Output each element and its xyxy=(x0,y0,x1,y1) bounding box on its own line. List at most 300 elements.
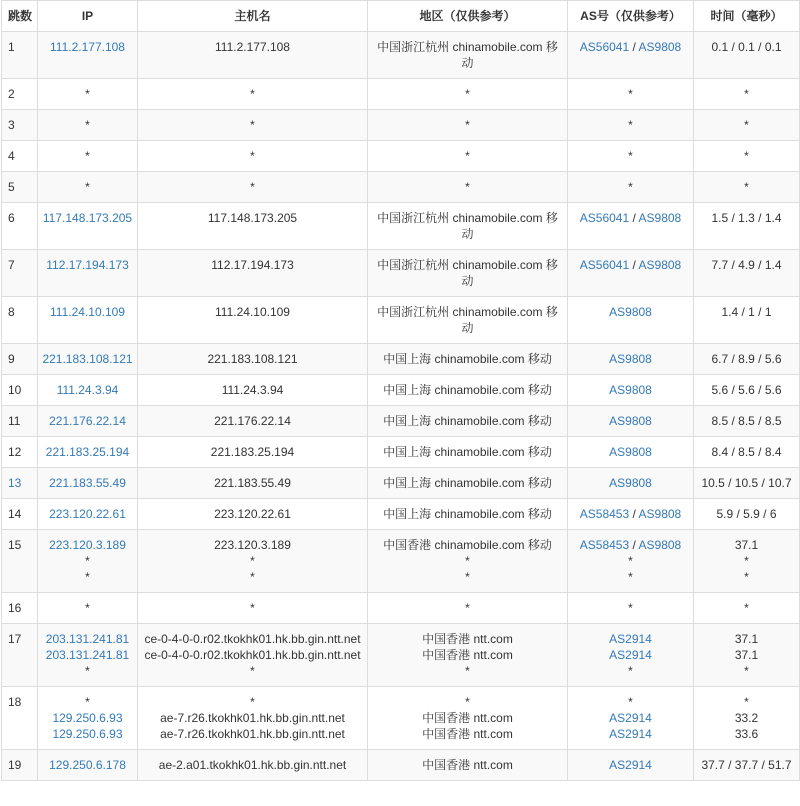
region-value: 中国上海 chinamobile.com 移动 xyxy=(383,476,552,490)
region-value: 中国浙江杭州 chinamobile.com 移动 xyxy=(377,40,558,70)
as-line xyxy=(572,663,689,679)
as-link[interactable]: AS2914 xyxy=(609,711,652,725)
hop-cell: 16 xyxy=(2,593,38,624)
ip-link[interactable]: 111.24.10.109 xyxy=(50,305,125,319)
time-cell xyxy=(694,750,800,781)
ip-cell xyxy=(38,297,138,344)
hop-cell: 7 xyxy=(2,250,38,297)
as-separator: / xyxy=(629,538,639,552)
hostname-value: * xyxy=(250,180,255,194)
as-link[interactable]: AS9808 xyxy=(638,40,682,54)
region-value: 中国香港 ntt.com xyxy=(422,632,513,646)
time-cell xyxy=(694,530,800,593)
hostname-value: ce-0-4-0-0.r02.tkokhk01.hk.bb.gin.ntt.net xyxy=(144,632,361,646)
hostname-value: * xyxy=(250,87,255,101)
hop-cell: 10 xyxy=(2,375,38,406)
as-separator: / xyxy=(629,258,639,272)
hostname-value: 221.183.108.121 xyxy=(207,352,298,366)
hop-cell: 12 xyxy=(2,437,38,468)
as-link[interactable]: AS58453 xyxy=(579,507,630,521)
time-cell xyxy=(694,297,800,344)
as-value: * xyxy=(628,570,633,584)
time-cell xyxy=(694,141,800,172)
time-cell xyxy=(694,468,800,499)
ip-value: * xyxy=(85,554,90,568)
hostname-value: 221.183.25.194 xyxy=(210,445,295,459)
as-value: * xyxy=(628,87,633,101)
time-cell xyxy=(694,593,800,624)
ip-link[interactable]: 129.250.6.93 xyxy=(52,727,123,741)
ip-link[interactable]: 112.17.194.173 xyxy=(46,258,129,272)
hop-cell: 17 xyxy=(2,624,38,687)
ip-link[interactable]: 221.176.22.14 xyxy=(49,414,126,428)
hostname-cell xyxy=(138,593,368,624)
as-value: * xyxy=(628,180,633,194)
region-value: 中国香港 ntt.com xyxy=(422,648,513,662)
ip-cell xyxy=(38,203,138,250)
region-cell xyxy=(368,406,568,437)
region-value: * xyxy=(465,149,470,163)
region-cell xyxy=(368,530,568,593)
region-value: * xyxy=(465,180,470,194)
table-row xyxy=(2,406,800,437)
as-link[interactable]: AS9808 xyxy=(609,383,652,397)
as-link[interactable]: AS9808 xyxy=(638,258,682,272)
region-value: 中国上海 chinamobile.com 移动 xyxy=(383,445,552,459)
time-value: 37.1 xyxy=(734,538,759,552)
hostname-value: 111.24.10.109 xyxy=(215,305,290,319)
time-value: 37.1 xyxy=(734,648,759,662)
table-row xyxy=(2,375,800,406)
as-link[interactable]: AS2914 xyxy=(609,727,652,741)
time-cell xyxy=(694,624,800,687)
as-link[interactable]: AS9808 xyxy=(609,305,652,319)
hostname-value: ae-7.r26.tkokhk01.hk.bb.gin.ntt.net xyxy=(160,711,345,725)
hop-cell: 8 xyxy=(2,297,38,344)
time-value: * xyxy=(744,554,749,568)
hop-cell: 14 xyxy=(2,499,38,530)
as-cell xyxy=(568,32,694,79)
region-cell xyxy=(368,172,568,203)
region-cell xyxy=(368,750,568,781)
table-row xyxy=(2,750,800,781)
time-value: 10.5 / 10.5 / 10.7 xyxy=(701,476,792,490)
hostname-cell xyxy=(138,344,368,375)
time-value: 8.5 / 8.5 / 8.5 xyxy=(711,414,782,428)
as-line xyxy=(572,257,689,273)
table-row xyxy=(2,624,800,687)
as-line xyxy=(572,148,689,164)
as-cell xyxy=(568,593,694,624)
time-value: * xyxy=(744,149,749,163)
time-cell xyxy=(694,406,800,437)
as-cell xyxy=(568,468,694,499)
table-row xyxy=(2,32,800,79)
as-line xyxy=(572,537,689,553)
as-link[interactable]: AS2914 xyxy=(609,648,652,662)
time-value: * xyxy=(744,601,749,615)
hostname-cell xyxy=(138,437,368,468)
ip-cell xyxy=(38,141,138,172)
as-cell xyxy=(568,750,694,781)
ip-cell xyxy=(38,110,138,141)
time-value: 37.7 / 37.7 / 51.7 xyxy=(701,758,792,772)
time-cell xyxy=(694,437,800,468)
hostname-cell xyxy=(138,141,368,172)
ip-cell xyxy=(38,250,138,297)
hostname-cell xyxy=(138,530,368,593)
region-cell xyxy=(368,203,568,250)
hostname-value: ae-2.a01.tkokhk01.hk.bb.gin.ntt.net xyxy=(158,758,347,772)
time-value: 1.5 / 1.3 / 1.4 xyxy=(711,211,782,225)
table-row xyxy=(2,110,800,141)
hostname-cell xyxy=(138,250,368,297)
as-line xyxy=(572,304,689,320)
as-link[interactable]: AS56041 xyxy=(579,258,630,272)
time-value: * xyxy=(744,87,749,101)
region-value: 中国上海 chinamobile.com 移动 xyxy=(383,383,552,397)
region-value: 中国香港 ntt.com xyxy=(422,727,513,741)
ip-cell xyxy=(38,79,138,110)
traceroute-table xyxy=(1,0,800,781)
as-line xyxy=(572,757,689,773)
as-cell xyxy=(568,375,694,406)
time-value: 6.7 / 8.9 / 5.6 xyxy=(711,352,782,366)
hostname-value: * xyxy=(250,601,255,615)
hop-cell: 4 xyxy=(2,141,38,172)
ip-value: * xyxy=(85,118,90,132)
region-value: 中国浙江杭州 chinamobile.com 移动 xyxy=(377,305,558,335)
region-value: 中国香港 chinamobile.com 移动 xyxy=(383,538,552,552)
as-line xyxy=(572,694,689,710)
as-value: * xyxy=(628,601,633,615)
header-time: 时间（毫秒） xyxy=(694,1,800,32)
region-value: * xyxy=(465,664,470,678)
hostname-cell xyxy=(138,687,368,750)
time-cell xyxy=(694,110,800,141)
time-cell xyxy=(694,79,800,110)
region-cell xyxy=(368,375,568,406)
as-line xyxy=(572,726,689,742)
ip-value: * xyxy=(85,87,90,101)
region-cell xyxy=(368,79,568,110)
region-value: * xyxy=(465,118,470,132)
as-separator: / xyxy=(629,40,639,54)
ip-link[interactable]: 223.120.3.189 xyxy=(49,538,126,552)
ip-link[interactable]: 111.24.3.94 xyxy=(56,383,119,397)
hostname-cell xyxy=(138,79,368,110)
as-line xyxy=(572,351,689,367)
ip-link[interactable]: 203.131.241.81 xyxy=(45,632,130,646)
as-line xyxy=(572,600,689,616)
as-line xyxy=(572,117,689,133)
time-value: * xyxy=(744,664,749,678)
ip-cell xyxy=(38,172,138,203)
region-value: 中国上海 chinamobile.com 移动 xyxy=(383,507,552,521)
hostname-value: 223.120.3.189 xyxy=(214,538,291,552)
ip-cell xyxy=(38,437,138,468)
as-cell xyxy=(568,141,694,172)
region-cell xyxy=(368,32,568,79)
hostname-value: 111.24.3.94 xyxy=(221,383,284,397)
hostname-value: 221.176.22.14 xyxy=(214,414,291,428)
ip-cell xyxy=(38,406,138,437)
as-cell xyxy=(568,344,694,375)
as-line xyxy=(572,569,689,585)
table-row xyxy=(2,344,800,375)
time-value: 37.1 xyxy=(734,632,759,646)
time-value: 33.2 xyxy=(734,711,759,725)
region-cell xyxy=(368,499,568,530)
ip-link[interactable]: 203.131.241.81 xyxy=(45,648,130,662)
region-value: 中国浙江杭州 chinamobile.com 移动 xyxy=(377,258,558,288)
ip-link[interactable]: 221.183.108.121 xyxy=(42,352,133,366)
hostname-cell xyxy=(138,624,368,687)
hostname-value: 221.183.55.49 xyxy=(214,476,291,490)
region-value: * xyxy=(465,695,470,709)
as-value: * xyxy=(628,149,633,163)
hostname-value: ae-7.r26.tkokhk01.hk.bb.gin.ntt.net xyxy=(160,727,345,741)
table-row xyxy=(2,172,800,203)
as-link[interactable]: AS9808 xyxy=(609,445,652,459)
ip-cell xyxy=(38,468,138,499)
as-link[interactable]: AS9808 xyxy=(638,538,682,552)
hop-cell: 13 xyxy=(2,468,38,499)
table-row xyxy=(2,203,800,250)
region-value: 中国香港 ntt.com xyxy=(422,711,513,725)
table-row xyxy=(2,297,800,344)
as-line xyxy=(572,382,689,398)
region-value: * xyxy=(465,570,470,584)
ip-cell xyxy=(38,530,138,593)
as-separator: / xyxy=(629,507,639,521)
as-value: * xyxy=(628,554,633,568)
region-value: * xyxy=(465,601,470,615)
time-cell xyxy=(694,250,800,297)
header-as: AS号（仅供参考） xyxy=(568,1,694,32)
hop-cell: 5 xyxy=(2,172,38,203)
as-link[interactable]: AS9808 xyxy=(609,476,652,490)
as-cell xyxy=(568,203,694,250)
as-cell xyxy=(568,110,694,141)
hop-cell: 11 xyxy=(2,406,38,437)
ip-cell xyxy=(38,687,138,750)
ip-link[interactable]: 111.2.177.108 xyxy=(50,40,125,54)
as-link[interactable]: AS2914 xyxy=(609,632,652,646)
hostname-cell xyxy=(138,750,368,781)
ip-value: * xyxy=(85,180,90,194)
table-row xyxy=(2,250,800,297)
hostname-cell xyxy=(138,499,368,530)
as-cell xyxy=(568,172,694,203)
hostname-cell xyxy=(138,32,368,79)
ip-cell xyxy=(38,750,138,781)
time-value: * xyxy=(744,180,749,194)
ip-link[interactable]: 221.183.55.49 xyxy=(49,476,126,490)
as-line xyxy=(572,179,689,195)
hostname-value: ce-0-4-0-0.r02.tkokhk01.hk.bb.gin.ntt.net xyxy=(144,648,361,662)
as-line xyxy=(572,710,689,726)
hop-cell: 19 xyxy=(2,750,38,781)
table-row xyxy=(2,530,800,593)
region-cell xyxy=(368,141,568,172)
region-value: 中国上海 chinamobile.com 移动 xyxy=(383,414,552,428)
as-cell xyxy=(568,499,694,530)
as-cell xyxy=(568,406,694,437)
hostname-value: * xyxy=(250,118,255,132)
as-link[interactable]: AS9808 xyxy=(609,414,652,428)
hostname-value: 111.2.177.108 xyxy=(215,40,290,54)
table-row xyxy=(2,141,800,172)
hostname-value: * xyxy=(250,149,255,163)
hop-cell: 1 xyxy=(2,32,38,79)
hostname-cell xyxy=(138,406,368,437)
ip-link[interactable]: 129.250.6.93 xyxy=(52,711,123,725)
time-value: 33.6 xyxy=(734,727,759,741)
hostname-cell xyxy=(138,110,368,141)
as-cell xyxy=(568,624,694,687)
hostname-cell xyxy=(138,468,368,499)
hop-cell: 9 xyxy=(2,344,38,375)
time-cell xyxy=(694,172,800,203)
time-value: 5.6 / 5.6 / 5.6 xyxy=(711,383,782,397)
hostname-cell xyxy=(138,375,368,406)
time-cell xyxy=(694,203,800,250)
as-line xyxy=(572,444,689,460)
time-cell xyxy=(694,344,800,375)
time-value: 1.4 / 1 / 1 xyxy=(721,305,772,319)
as-value: * xyxy=(628,118,633,132)
hostname-value: * xyxy=(250,554,255,568)
header-region: 地区（仅供参考） xyxy=(368,1,568,32)
hostname-value: 117.148.173.205 xyxy=(207,211,298,225)
ip-link[interactable]: 117.148.173.205 xyxy=(42,211,133,225)
as-link[interactable]: AS56041 xyxy=(579,211,630,225)
hostname-cell xyxy=(138,203,368,250)
time-cell xyxy=(694,375,800,406)
as-line xyxy=(572,506,689,522)
as-value: * xyxy=(628,664,633,678)
as-line xyxy=(572,475,689,491)
region-cell xyxy=(368,624,568,687)
time-value: * xyxy=(744,118,749,132)
hop-cell: 2 xyxy=(2,79,38,110)
region-cell xyxy=(368,687,568,750)
hop-cell: 18 xyxy=(2,687,38,750)
hostname-value: 223.120.22.61 xyxy=(214,507,291,521)
ip-cell xyxy=(38,593,138,624)
as-line xyxy=(572,631,689,647)
region-value: 中国香港 ntt.com xyxy=(422,758,513,772)
region-cell xyxy=(368,297,568,344)
as-line xyxy=(572,39,689,55)
as-line xyxy=(572,210,689,226)
as-cell xyxy=(568,687,694,750)
as-cell xyxy=(568,250,694,297)
as-link[interactable]: AS56041 xyxy=(579,40,630,54)
ip-link[interactable]: 129.250.6.178 xyxy=(49,758,126,772)
as-line xyxy=(572,647,689,663)
ip-value: * xyxy=(85,695,90,709)
ip-cell xyxy=(38,624,138,687)
region-cell xyxy=(368,468,568,499)
header-hop: 跳数 xyxy=(2,1,38,32)
hop-cell: 3 xyxy=(2,110,38,141)
time-value: * xyxy=(744,695,749,709)
as-cell xyxy=(568,530,694,593)
region-cell xyxy=(368,250,568,297)
hostname-value: * xyxy=(250,570,255,584)
region-cell xyxy=(368,593,568,624)
table-row xyxy=(2,687,800,750)
region-value: 中国上海 chinamobile.com 移动 xyxy=(383,352,552,366)
table-row xyxy=(2,593,800,624)
table-row xyxy=(2,437,800,468)
hop-cell: 15 xyxy=(2,530,38,593)
time-value: 7.7 / 4.9 / 1.4 xyxy=(711,258,782,272)
time-cell xyxy=(694,32,800,79)
region-cell xyxy=(368,437,568,468)
ip-link[interactable]: 223.120.22.61 xyxy=(49,507,126,521)
as-link[interactable]: AS9808 xyxy=(609,352,652,366)
hostname-value: * xyxy=(250,695,255,709)
time-cell xyxy=(694,499,800,530)
hostname-value: 112.17.194.173 xyxy=(211,258,294,272)
region-cell xyxy=(368,344,568,375)
ip-cell xyxy=(38,375,138,406)
as-cell xyxy=(568,437,694,468)
ip-link[interactable]: 221.183.25.194 xyxy=(45,445,130,459)
ip-cell xyxy=(38,344,138,375)
as-line xyxy=(572,553,689,569)
time-value: 0.1 / 0.1 / 0.1 xyxy=(711,40,782,54)
hostname-cell xyxy=(138,172,368,203)
header-hostname: 主机名 xyxy=(138,1,368,32)
region-value: * xyxy=(465,87,470,101)
time-value: 8.4 / 8.5 / 8.4 xyxy=(711,445,782,459)
region-value: * xyxy=(465,554,470,568)
hop-cell: 6 xyxy=(2,203,38,250)
as-link[interactable]: AS58453 xyxy=(579,538,630,552)
as-separator: / xyxy=(629,211,639,225)
table-body xyxy=(2,32,800,781)
region-cell xyxy=(368,110,568,141)
as-link[interactable]: AS9808 xyxy=(638,507,682,521)
as-cell xyxy=(568,79,694,110)
table-header-row xyxy=(2,1,800,32)
table-row xyxy=(2,468,800,499)
as-link[interactable]: AS9808 xyxy=(638,211,682,225)
ip-value: * xyxy=(85,664,90,678)
as-line xyxy=(572,86,689,102)
ip-cell xyxy=(38,499,138,530)
as-cell xyxy=(568,297,694,344)
as-value: * xyxy=(628,695,633,709)
region-value: 中国浙江杭州 chinamobile.com 移动 xyxy=(377,211,558,241)
ip-value: * xyxy=(85,601,90,615)
ip-value: * xyxy=(85,149,90,163)
as-link[interactable]: AS2914 xyxy=(609,758,652,772)
ip-cell xyxy=(38,32,138,79)
time-value: * xyxy=(744,570,749,584)
table-row xyxy=(2,499,800,530)
time-cell xyxy=(694,687,800,750)
hostname-value: * xyxy=(250,664,255,678)
ip-value: * xyxy=(85,570,90,584)
as-line xyxy=(572,413,689,429)
hostname-cell xyxy=(138,297,368,344)
time-value: 5.9 / 5.9 / 6 xyxy=(716,507,777,521)
